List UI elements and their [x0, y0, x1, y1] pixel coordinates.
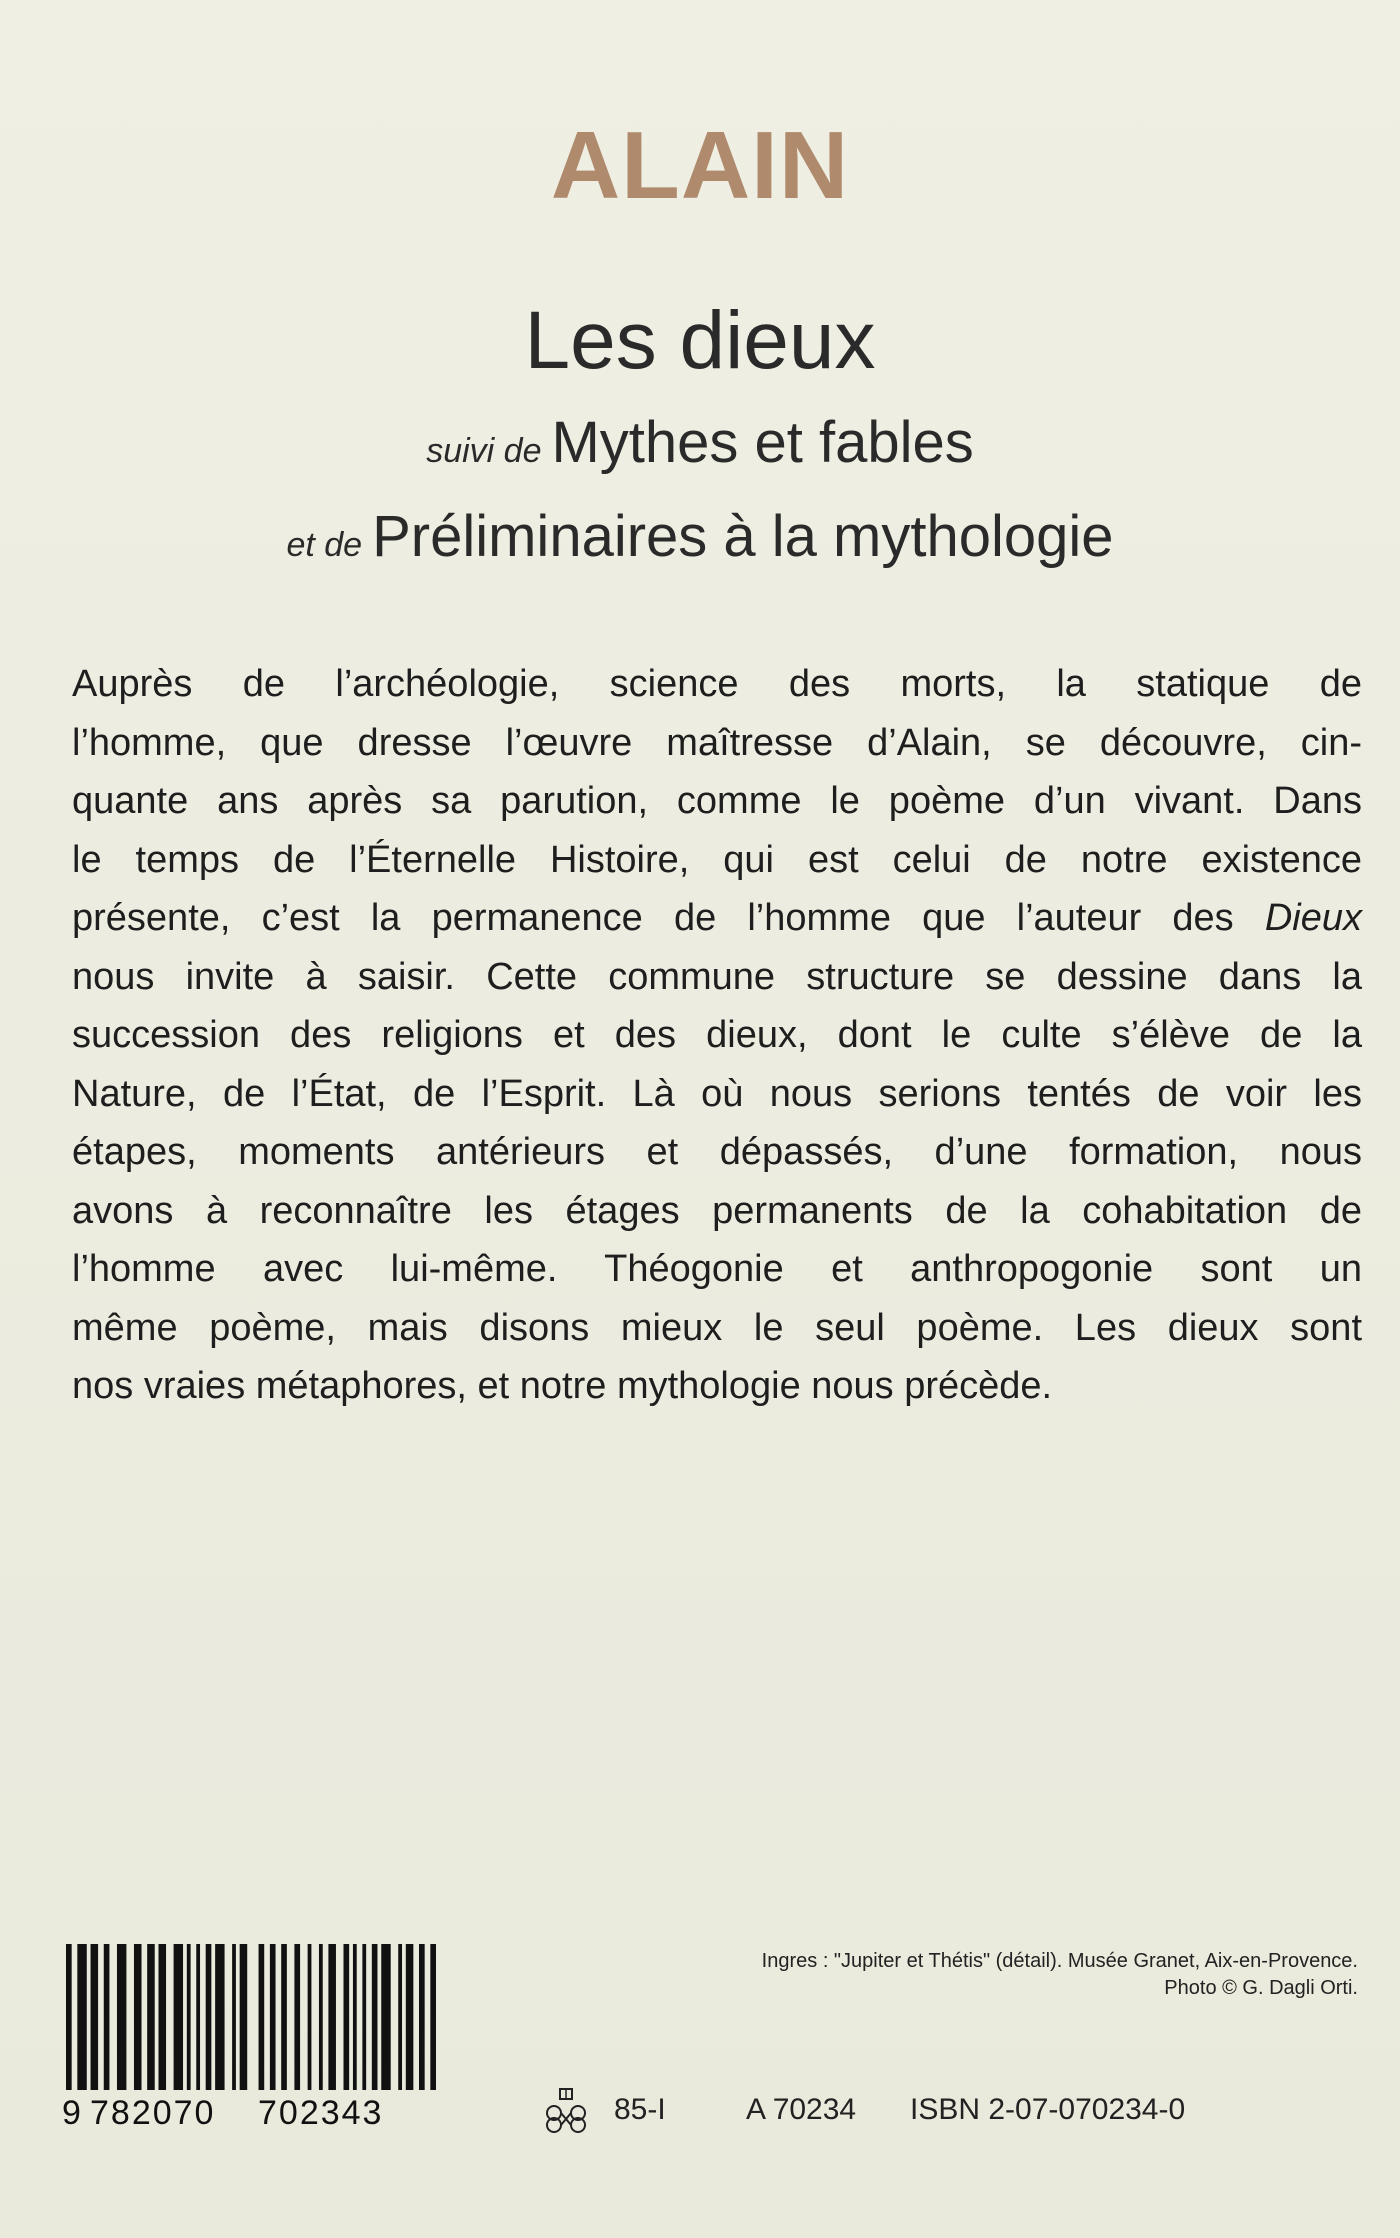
blurb-italic-title: Dieux [1264, 897, 1362, 939]
blurb-line: succession des religions et des dieux, dont le culte s’élève de la [72, 1014, 1362, 1056]
barcode-bar [159, 1944, 167, 2090]
barcode-bar [66, 1944, 72, 2090]
barcode-bar [196, 1944, 200, 2090]
barcode-bar [91, 1944, 99, 2090]
barcode-bar [215, 1944, 224, 2090]
credit-line-2: Photo © G. Dagli Orti. [1164, 1977, 1358, 1999]
barcode-bars [62, 1944, 442, 2094]
blurb-paragraph [72, 655, 1362, 1416]
subtitle-connector-1: suivi de [426, 432, 542, 470]
barcode-bar [240, 1944, 248, 2090]
barcode-bar [206, 1944, 212, 2090]
catalog-reference: A 70234 [746, 2093, 857, 2126]
isbn-number: ISBN 2-07-070234-0 [910, 2093, 1186, 2126]
blurb-line: nos vraies métaphores, et notre mythologie nous précède. [72, 1365, 1053, 1407]
blurb-line-text: présente, c’est la permanence de l’homme que l’auteur des [72, 897, 1234, 939]
barcode-bar [381, 1944, 390, 2090]
barcode-bar [344, 1944, 350, 2090]
barcode-lead-digit: 9 [62, 2094, 82, 2132]
barcode-bar [117, 1944, 126, 2090]
barcode-bar [281, 1944, 287, 2090]
book-title: Les dieux [524, 295, 876, 386]
isbn-barcode [62, 1944, 442, 2144]
subtitle-connector-2: et de [286, 526, 363, 564]
barcode-bar [147, 1944, 155, 2090]
barcode-bar [372, 1944, 378, 2090]
subtitle-line-2 [0, 504, 1400, 569]
barcode-bar [83, 1944, 87, 2090]
blurb-line: nous invite à saisir. Cette commune structure se dessine dans la [72, 955, 1362, 998]
blurb-line: Auprès de l’archéologie, science des morts, la statique de [72, 663, 1362, 705]
barcode-group-1: 782070 [90, 2094, 216, 2132]
barcode-bar [187, 1944, 191, 2090]
barcode-bar [259, 1944, 265, 2090]
barcode-bar [308, 1944, 312, 2090]
barcode-bar [104, 1944, 110, 2090]
blurb-line: même poème, mais disons mieux le seul poème. Les dieux sont [72, 1306, 1362, 1349]
subtitle-text-2: Préliminaires à la mythologie [372, 504, 1114, 569]
image-credit [598, 1948, 1358, 2002]
author-name: ALAIN [550, 112, 850, 219]
barcode-bar [430, 1944, 436, 2090]
barcode-bar [319, 1944, 323, 2090]
gallimard-folio-logo-icon [540, 2087, 592, 2143]
blurb-line-with-italic [72, 889, 1362, 948]
blurb-line: quante ans après sa parution, comme le poème d’un vivant. Dans [72, 780, 1362, 822]
blurb-line: l’homme, que dresse l’œuvre maîtresse d’Alain, se découvre, cin- [72, 721, 1362, 764]
blurb-line: le temps de l’Éternelle Histoire, qui est celui de notre existence [72, 838, 1362, 881]
barcode-bar [362, 1944, 366, 2090]
credit-line-1: Ingres : "Jupiter et Thétis" (détail). Musée Granet, Aix-en-Provence. [761, 1950, 1358, 1972]
barcode-bar [294, 1944, 300, 2090]
barcode-bar [328, 1944, 336, 2090]
blurb-line: avons à reconnaître les étages permanents de la cohabitation de [72, 1189, 1362, 1232]
barcode-bar [419, 1944, 425, 2090]
blurb-line: l’homme avec lui-même. Théogonie et anthropogonie sont un [72, 1248, 1362, 1290]
subtitle-text-1: Mythes et fables [551, 410, 974, 475]
footer-codes [540, 2093, 1360, 2143]
barcode-bar [406, 1944, 414, 2090]
barcode-bar [174, 1944, 183, 2090]
blurb-line: étapes, moments antérieurs et dépassés, d’une formation, nous [72, 1131, 1362, 1173]
barcode-bar [77, 1944, 83, 2090]
subtitle-line-1 [0, 410, 1400, 475]
barcode-bar [353, 1944, 357, 2090]
barcode-bar [270, 1944, 276, 2090]
barcode-bar [232, 1944, 236, 2090]
blurb-line: Nature, de l’État, de l’Esprit. Là où nous serions tentés de voir les [72, 1072, 1362, 1115]
barcode-bar [134, 1944, 142, 2090]
barcode-bar [398, 1944, 402, 2090]
barcode-group-2: 702343 [258, 2094, 384, 2132]
series-number: 85-I [614, 2093, 666, 2126]
